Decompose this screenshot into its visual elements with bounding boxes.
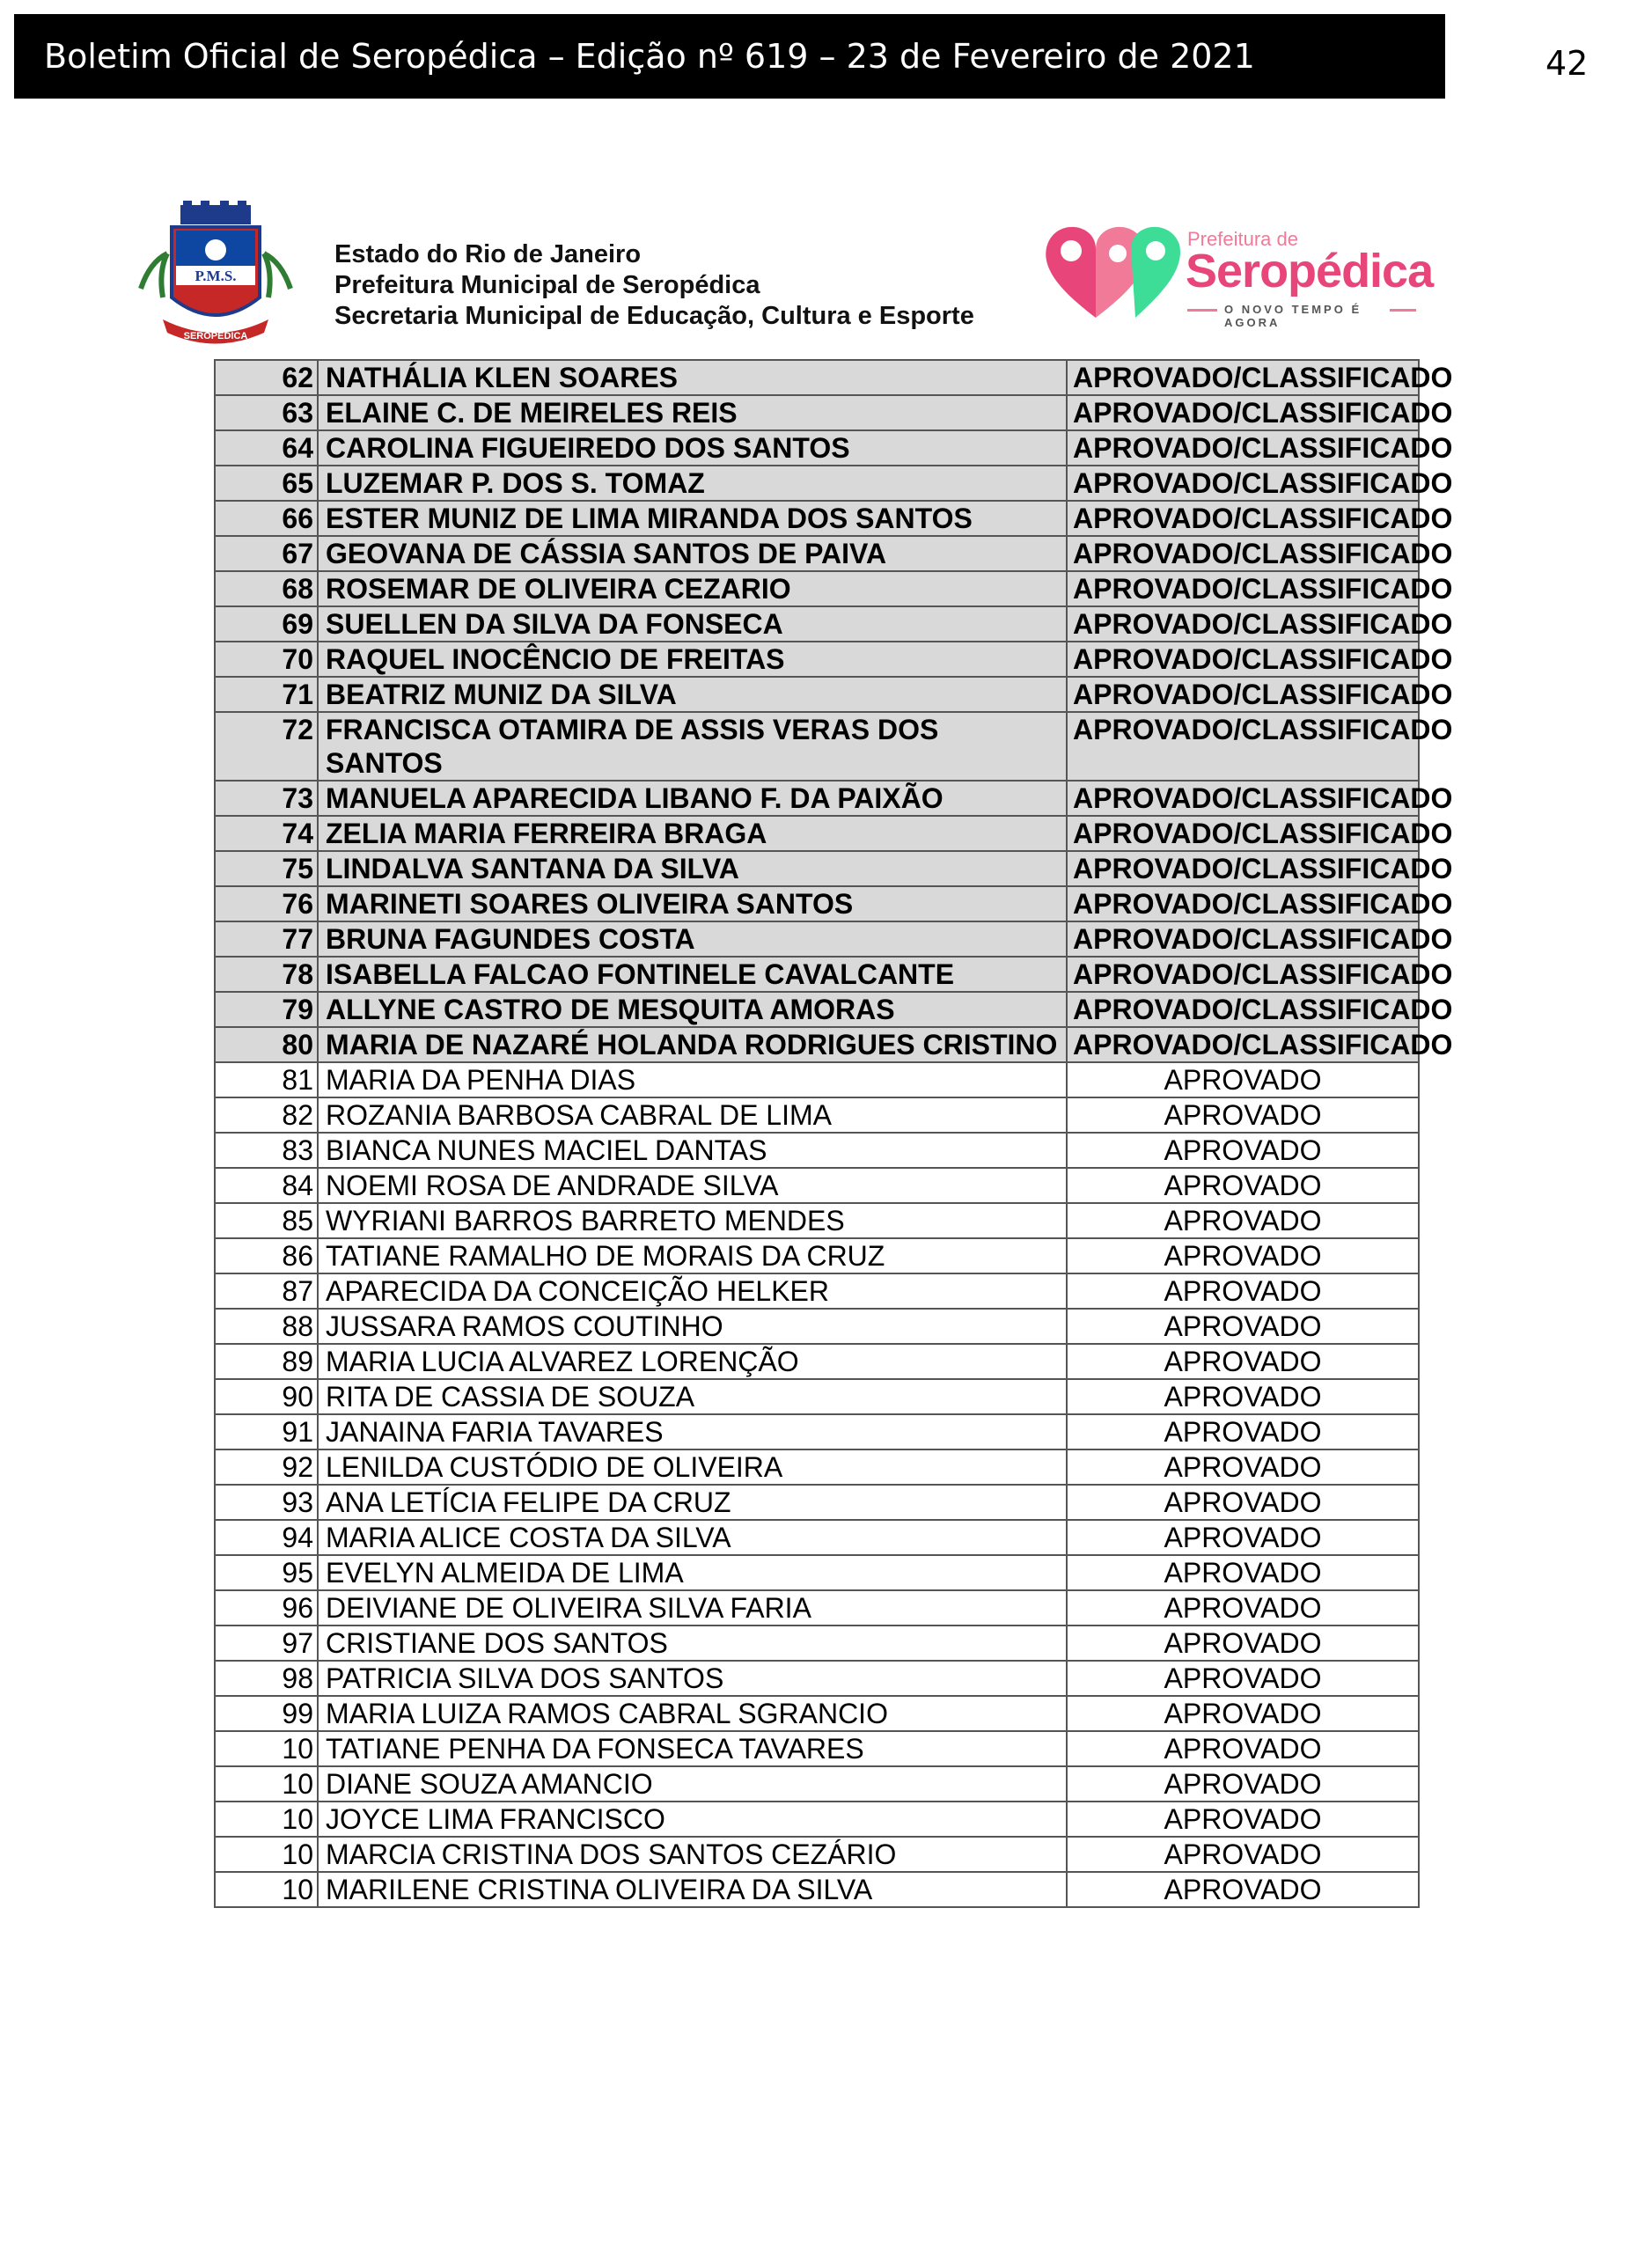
table-row bbox=[215, 781, 1419, 816]
approval-status: APROVADO bbox=[1067, 1590, 1419, 1626]
row-number: 77 bbox=[215, 921, 318, 957]
candidate-name: LINDALVA SANTANA DA SILVA bbox=[318, 851, 1067, 886]
approval-status: APROVADO bbox=[1067, 1238, 1419, 1273]
candidate-name: JANAINA FARIA TAVARES bbox=[318, 1414, 1067, 1449]
approval-status: APROVADO bbox=[1067, 1379, 1419, 1414]
candidate-name: ALLYNE CASTRO DE MESQUITA AMORAS bbox=[318, 992, 1067, 1027]
candidate-name: EVELYN ALMEIDA DE LIMA bbox=[318, 1555, 1067, 1590]
approval-status: APROVADO bbox=[1067, 1344, 1419, 1379]
table-row bbox=[215, 851, 1419, 886]
table-row bbox=[215, 816, 1419, 851]
row-number: 10 bbox=[215, 1766, 318, 1802]
row-number: 97 bbox=[215, 1626, 318, 1661]
letterhead-prefecture: Prefeitura Municipal de Seropédica bbox=[334, 271, 760, 299]
table-row bbox=[215, 712, 1419, 781]
family-hearts-icon bbox=[1034, 214, 1184, 328]
approval-status: APROVADO bbox=[1067, 1555, 1419, 1590]
candidate-name: JOYCE LIMA FRANCISCO bbox=[318, 1802, 1067, 1837]
candidate-name: ROSEMAR DE OLIVEIRA CEZARIO bbox=[318, 571, 1067, 606]
candidate-name: FRANCISCA OTAMIRA DE ASSIS VERAS DOS SANTOS bbox=[318, 712, 1067, 781]
row-number: 84 bbox=[215, 1168, 318, 1203]
approval-status: APROVADO/CLASSIFICADO bbox=[1067, 642, 1419, 677]
brand-name: Seropédica bbox=[1186, 245, 1434, 297]
candidate-name: MARIA DA PENHA DIAS bbox=[318, 1062, 1067, 1097]
row-number: 70 bbox=[215, 642, 318, 677]
approval-status: APROVADO/CLASSIFICADO bbox=[1067, 816, 1419, 851]
row-number: 91 bbox=[215, 1414, 318, 1449]
candidate-name: ANA LETÍCIA FELIPE DA CRUZ bbox=[318, 1485, 1067, 1520]
table-row bbox=[215, 1238, 1419, 1273]
table-row bbox=[215, 430, 1419, 466]
approval-status: APROVADO/CLASSIFICADO bbox=[1067, 851, 1419, 886]
table-row bbox=[215, 1097, 1419, 1133]
row-number: 64 bbox=[215, 430, 318, 466]
approval-status: APROVADO/CLASSIFICADO bbox=[1067, 921, 1419, 957]
approval-status: APROVADO bbox=[1067, 1097, 1419, 1133]
candidate-name: LENILDA CUSTÓDIO DE OLIVEIRA bbox=[318, 1449, 1067, 1485]
bulletin-title: Boletim Oficial de Seropédica – Edição nº 619 – 23 de Fevereiro de 2021 bbox=[44, 37, 1255, 76]
candidate-name: MARIA LUIZA RAMOS CABRAL SGRANCIO bbox=[318, 1696, 1067, 1731]
row-number: 72 bbox=[215, 712, 318, 781]
approval-status: APROVADO bbox=[1067, 1731, 1419, 1766]
letterhead bbox=[334, 239, 974, 332]
row-number: 71 bbox=[215, 677, 318, 712]
candidate-name: MARINETI SOARES OLIVEIRA SANTOS bbox=[318, 886, 1067, 921]
prefecture-brand-logo bbox=[1034, 214, 1434, 329]
candidate-name: RITA DE CASSIA DE SOUZA bbox=[318, 1379, 1067, 1414]
candidate-name: GEOVANA DE CÁSSIA SANTOS DE PAIVA bbox=[318, 536, 1067, 571]
table-row bbox=[215, 1837, 1419, 1872]
brand-slogan: O NOVO TEMPO É AGORA bbox=[1224, 303, 1362, 329]
table-row bbox=[215, 921, 1419, 957]
table-row bbox=[215, 642, 1419, 677]
row-number: 92 bbox=[215, 1449, 318, 1485]
row-number: 75 bbox=[215, 851, 318, 886]
table-row bbox=[215, 1802, 1419, 1837]
row-number: 93 bbox=[215, 1485, 318, 1520]
approval-status: APROVADO bbox=[1067, 1203, 1419, 1238]
table-row bbox=[215, 1309, 1419, 1344]
row-number: 98 bbox=[215, 1661, 318, 1696]
table-row bbox=[215, 466, 1419, 501]
table-row bbox=[215, 1133, 1419, 1168]
row-number: 95 bbox=[215, 1555, 318, 1590]
table-row bbox=[215, 1273, 1419, 1309]
table-row bbox=[215, 1555, 1419, 1590]
row-number: 63 bbox=[215, 395, 318, 430]
row-number: 94 bbox=[215, 1520, 318, 1555]
table-row bbox=[215, 1203, 1419, 1238]
letterhead-state: Estado do Rio de Janeiro bbox=[334, 240, 642, 268]
row-number: 76 bbox=[215, 886, 318, 921]
candidate-name: PATRICIA SILVA DOS SANTOS bbox=[318, 1661, 1067, 1696]
candidate-name: BRUNA FAGUNDES COSTA bbox=[318, 921, 1067, 957]
row-number: 78 bbox=[215, 957, 318, 992]
candidate-name: SUELLEN DA SILVA DA FONSECA bbox=[318, 606, 1067, 642]
candidate-name: LUZEMAR P. DOS S. TOMAZ bbox=[318, 466, 1067, 501]
approval-status: APROVADO bbox=[1067, 1626, 1419, 1661]
row-number: 83 bbox=[215, 1133, 318, 1168]
table-row bbox=[215, 992, 1419, 1027]
row-number: 74 bbox=[215, 816, 318, 851]
approval-status: APROVADO/CLASSIFICADO bbox=[1067, 360, 1419, 395]
candidate-name: ELAINE C. DE MEIRELES REIS bbox=[318, 395, 1067, 430]
approval-status: APROVADO bbox=[1067, 1062, 1419, 1097]
table-row bbox=[215, 957, 1419, 992]
row-number: 62 bbox=[215, 360, 318, 395]
candidate-name: MARIA DE NAZARÉ HOLANDA RODRIGUES CRISTINO bbox=[318, 1027, 1067, 1062]
candidate-name: TATIANE PENHA DA FONSECA TAVARES bbox=[318, 1731, 1067, 1766]
row-number: 10 bbox=[215, 1872, 318, 1907]
approval-status: APROVADO/CLASSIFICADO bbox=[1067, 571, 1419, 606]
table-row bbox=[215, 1062, 1419, 1097]
results-table-body bbox=[215, 360, 1453, 1907]
brand-divider-left bbox=[1187, 309, 1217, 312]
table-row bbox=[215, 1344, 1419, 1379]
brand-prefix: Prefeitura de bbox=[1187, 228, 1298, 250]
candidate-name: BIANCA NUNES MACIEL DANTAS bbox=[318, 1133, 1067, 1168]
table-row bbox=[215, 536, 1419, 571]
candidate-name: TATIANE RAMALHO DE MORAIS DA CRUZ bbox=[318, 1238, 1067, 1273]
letterhead-secretariat: Secretaria Municipal de Educação, Cultura e Esporte bbox=[334, 302, 974, 330]
candidate-name: JUSSARA RAMOS COUTINHO bbox=[318, 1309, 1067, 1344]
candidate-name: ROZANIA BARBOSA CABRAL DE LIMA bbox=[318, 1097, 1067, 1133]
table-row bbox=[215, 1731, 1419, 1766]
candidate-name: ESTER MUNIZ DE LIMA MIRANDA DOS SANTOS bbox=[318, 501, 1067, 536]
candidate-name: RAQUEL INOCÊNCIO DE FREITAS bbox=[318, 642, 1067, 677]
approval-status: APROVADO bbox=[1067, 1661, 1419, 1696]
row-number: 79 bbox=[215, 992, 318, 1027]
approval-status: APROVADO bbox=[1067, 1273, 1419, 1309]
candidate-name: BEATRIZ MUNIZ DA SILVA bbox=[318, 677, 1067, 712]
row-number: 67 bbox=[215, 536, 318, 571]
approval-status: APROVADO/CLASSIFICADO bbox=[1067, 712, 1419, 781]
candidate-name: NOEMI ROSA DE ANDRADE SILVA bbox=[318, 1168, 1067, 1203]
candidate-name: NATHÁLIA KLEN SOARES bbox=[318, 360, 1067, 395]
approval-status: APROVADO bbox=[1067, 1802, 1419, 1837]
candidate-name: DIANE SOUZA AMANCIO bbox=[318, 1766, 1067, 1802]
table-row bbox=[215, 1590, 1419, 1626]
candidate-name: DEIVIANE DE OLIVEIRA SILVA FARIA bbox=[318, 1590, 1067, 1626]
approval-status: APROVADO/CLASSIFICADO bbox=[1067, 1027, 1419, 1062]
brand-divider-right bbox=[1390, 309, 1416, 312]
approval-status: APROVADO/CLASSIFICADO bbox=[1067, 677, 1419, 712]
coat-of-arms-logo bbox=[132, 201, 299, 350]
row-number: 89 bbox=[215, 1344, 318, 1379]
row-number: 85 bbox=[215, 1203, 318, 1238]
table-row bbox=[215, 886, 1419, 921]
row-number: 86 bbox=[215, 1238, 318, 1273]
approval-status: APROVADO/CLASSIFICADO bbox=[1067, 886, 1419, 921]
approval-status: APROVADO bbox=[1067, 1485, 1419, 1520]
candidate-name: ISABELLA FALCAO FONTINELE CAVALCANTE bbox=[318, 957, 1067, 992]
row-number: 65 bbox=[215, 466, 318, 501]
approval-status: APROVADO bbox=[1067, 1520, 1419, 1555]
table-row bbox=[215, 1449, 1419, 1485]
row-number: 10 bbox=[215, 1731, 318, 1766]
table-row bbox=[215, 1485, 1419, 1520]
approval-status: APROVADO/CLASSIFICADO bbox=[1067, 501, 1419, 536]
table-row bbox=[215, 606, 1419, 642]
approval-status: APROVADO bbox=[1067, 1168, 1419, 1203]
row-number: 87 bbox=[215, 1273, 318, 1309]
row-number: 81 bbox=[215, 1062, 318, 1097]
candidate-name: MARILENE CRISTINA OLIVEIRA DA SILVA bbox=[318, 1872, 1067, 1907]
table-row bbox=[215, 1168, 1419, 1203]
row-number: 10 bbox=[215, 1802, 318, 1837]
approval-status: APROVADO bbox=[1067, 1309, 1419, 1344]
table-row bbox=[215, 1696, 1419, 1731]
approval-status: APROVADO bbox=[1067, 1414, 1419, 1449]
bulletin-header-bar bbox=[14, 14, 1445, 99]
table-row bbox=[215, 501, 1419, 536]
row-number: 99 bbox=[215, 1696, 318, 1731]
candidate-name: MANUELA APARECIDA LIBANO F. DA PAIXÃO bbox=[318, 781, 1067, 816]
approval-status: APROVADO/CLASSIFICADO bbox=[1067, 781, 1419, 816]
page-number: 42 bbox=[1546, 44, 1589, 83]
approval-status: APROVADO/CLASSIFICADO bbox=[1067, 395, 1419, 430]
table-row bbox=[215, 1027, 1419, 1062]
table-row bbox=[215, 1872, 1419, 1907]
candidate-name: MARCIA CRISTINA DOS SANTOS CEZÁRIO bbox=[318, 1837, 1067, 1872]
candidate-name: CAROLINA FIGUEIREDO DOS SANTOS bbox=[318, 430, 1067, 466]
approval-status: APROVADO/CLASSIFICADO bbox=[1067, 992, 1419, 1027]
table-row bbox=[215, 1766, 1419, 1802]
table-row bbox=[215, 1414, 1419, 1449]
approval-status: APROVADO bbox=[1067, 1837, 1419, 1872]
approval-status: APROVADO bbox=[1067, 1696, 1419, 1731]
candidate-name: MARIA ALICE COSTA DA SILVA bbox=[318, 1520, 1067, 1555]
approval-status: APROVADO bbox=[1067, 1449, 1419, 1485]
approval-status: APROVADO bbox=[1067, 1872, 1419, 1907]
row-number: 88 bbox=[215, 1309, 318, 1344]
table-row bbox=[215, 395, 1419, 430]
candidate-name: WYRIANI BARROS BARRETO MENDES bbox=[318, 1203, 1067, 1238]
coat-of-arms-text: P.M.S. bbox=[195, 268, 237, 284]
candidate-name: CRISTIANE DOS SANTOS bbox=[318, 1626, 1067, 1661]
row-number: 90 bbox=[215, 1379, 318, 1414]
approval-status: APROVADO/CLASSIFICADO bbox=[1067, 606, 1419, 642]
row-number: 10 bbox=[215, 1837, 318, 1872]
candidate-name: MARIA LUCIA ALVAREZ LORENÇÃO bbox=[318, 1344, 1067, 1379]
row-number: 73 bbox=[215, 781, 318, 816]
candidate-name: APARECIDA DA CONCEIÇÃO HELKER bbox=[318, 1273, 1067, 1309]
row-number: 82 bbox=[215, 1097, 318, 1133]
coat-of-arms-ribbon: SEROPÉDICA bbox=[183, 331, 248, 341]
table-row bbox=[215, 1520, 1419, 1555]
approval-status: APROVADO/CLASSIFICADO bbox=[1067, 957, 1419, 992]
row-number: 96 bbox=[215, 1590, 318, 1626]
approval-status: APROVADO bbox=[1067, 1133, 1419, 1168]
table-row bbox=[215, 677, 1419, 712]
table-row bbox=[215, 1661, 1419, 1696]
approval-status: APROVADO/CLASSIFICADO bbox=[1067, 536, 1419, 571]
table-row bbox=[215, 571, 1419, 606]
approval-status: APROVADO bbox=[1067, 1766, 1419, 1802]
approval-status: APROVADO/CLASSIFICADO bbox=[1067, 466, 1419, 501]
row-number: 66 bbox=[215, 501, 318, 536]
row-number: 69 bbox=[215, 606, 318, 642]
table-row bbox=[215, 1379, 1419, 1414]
candidate-name: ZELIA MARIA FERREIRA BRAGA bbox=[318, 816, 1067, 851]
results-table bbox=[214, 359, 1453, 1908]
approval-status: APROVADO/CLASSIFICADO bbox=[1067, 430, 1419, 466]
row-number: 80 bbox=[215, 1027, 318, 1062]
table-row bbox=[215, 360, 1419, 395]
row-number: 68 bbox=[215, 571, 318, 606]
table-row bbox=[215, 1626, 1419, 1661]
